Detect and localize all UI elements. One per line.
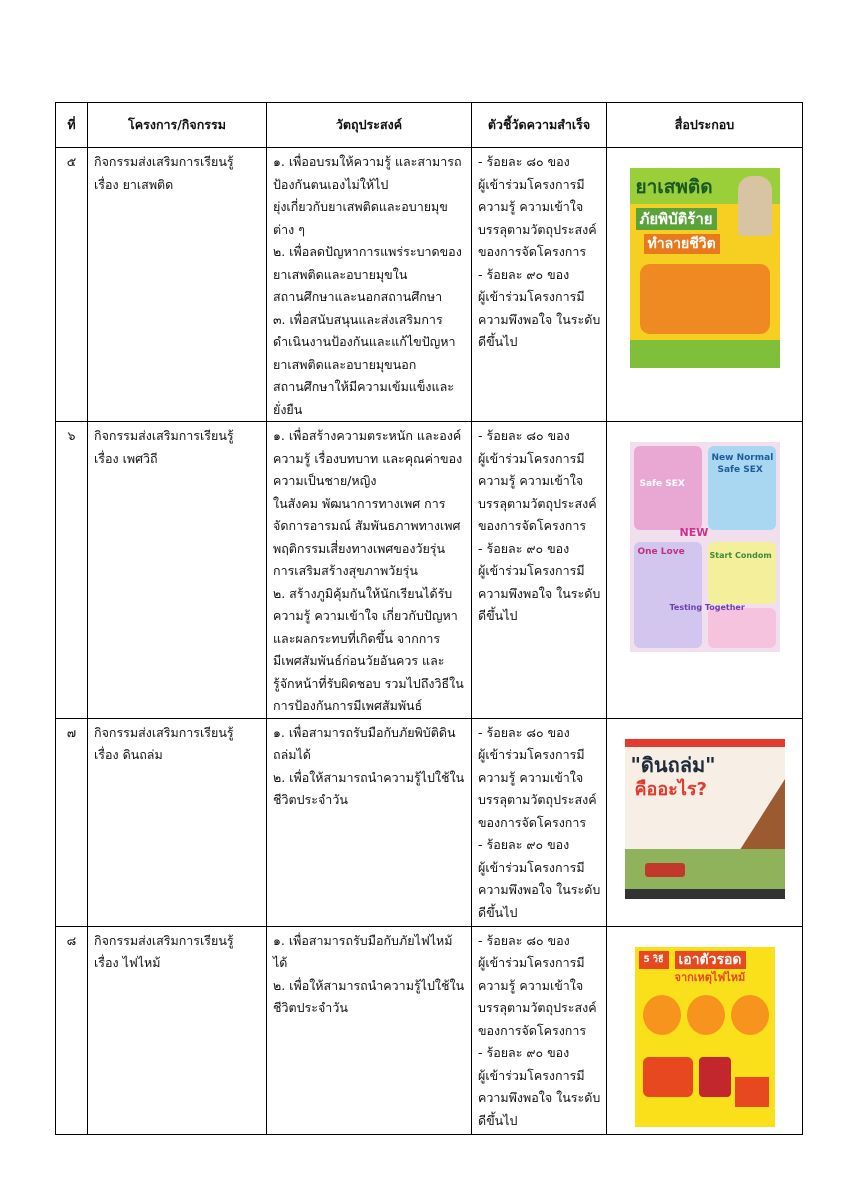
poster-badge: 5 วิธี	[639, 951, 669, 969]
indicator-line: ความรู้ ความเข้าใจ	[478, 473, 584, 488]
objective-line: ๑. เพื่ออบรมให้ความรู้ และสามารถ	[273, 154, 462, 169]
indicator-line: ของการจัดโครงการ	[478, 244, 587, 259]
safe-sex-poster	[630, 442, 780, 652]
project-line: เรื่อง ยาเสพติด	[94, 176, 174, 192]
project-line: เรื่อง ดินถล่ม	[94, 747, 163, 762]
objective-line: ๒. สร้างภูมิคุ้มกันให้นักเรียนได้รับ	[273, 585, 453, 601]
indicator-line: ความพึงพอใจ ในระดับ	[478, 1090, 601, 1105]
table-row	[56, 422, 803, 719]
media-cell	[607, 422, 803, 719]
objective-line: ถล่มได้	[273, 747, 311, 762]
indicator-line: ผู้เข้าร่วมโครงการมี	[478, 176, 585, 192]
indicators-cell	[472, 926, 607, 1134]
poster-tagline: ทำลายชีวิต	[644, 234, 720, 254]
indicator-line: ดีขึ้นไป	[478, 608, 518, 623]
objective-line: รู้จักหน้าที่รับผิดชอบ รวมไปถึงวิธีใน	[273, 675, 464, 691]
poster-subtitle: จากเหตุไฟไหม้	[674, 970, 746, 984]
project-line: กิจกรรมส่งเสริมการเรียนรู้	[94, 932, 234, 948]
objective-line: การเสริมสร้างสุขภาพวัยรุ่น	[273, 563, 418, 578]
indicator-line: ผู้เข้าร่วมโครงการมี	[478, 289, 585, 304]
objective-line: มีเพศสัมพันธ์ก่อนวัยอันควร และ	[273, 653, 445, 668]
objective-line: ในสังคม พัฒนาการทางเพศ การ	[273, 495, 446, 511]
indicator-line: - ร้อยละ ๘๐ ของ	[478, 724, 570, 740]
media-cell	[607, 926, 803, 1134]
header-indicators: ตัวชี้วัดความสำเร็จ	[472, 103, 607, 148]
poster-subtitle: ภัยพิบัติร้าย	[636, 208, 717, 230]
indicator-line: - ร้อยละ ๙๐ ของ	[478, 1045, 570, 1060]
media-cell	[607, 148, 803, 422]
objective-line: ยาเสพติดและอบายมุขนอก	[273, 356, 417, 372]
project-cell	[88, 422, 267, 719]
objectives-cell	[267, 718, 472, 926]
project-line: เรื่อง เพศวิถี	[94, 450, 158, 466]
poster-label-safe-sex-2: Safe SEX	[717, 465, 763, 475]
objective-line: ๒. เพื่อให้สามารถนำความรู้ไปใช้ใน	[273, 769, 465, 785]
objectives-cell	[267, 422, 472, 719]
poster-title: เอาตัวรอด	[675, 951, 746, 969]
objective-line: จัดการอารมณ์ สัมพันธภาพทางเพศ	[273, 518, 461, 533]
objectives-cell	[267, 926, 472, 1134]
indicator-line: ความรู้ ความเข้าใจ	[478, 199, 584, 214]
indicator-line: ความรู้ ความเข้าใจ	[478, 769, 584, 785]
objective-line: สถานศึกษาให้มีความเข้มแข็งและ	[273, 379, 454, 394]
poster-label-testing: Testing Together	[669, 603, 745, 612]
poster-title: ยาเสพติด	[635, 176, 713, 198]
indicator-line: ผู้เข้าร่วมโครงการมี	[478, 747, 585, 762]
project-line: กิจกรรมส่งเสริมการเรียนรู้	[94, 154, 234, 169]
poster-subtitle: คืออะไร?	[634, 778, 707, 800]
indicator-line: บรรลุตามวัตถุประสงค์	[478, 221, 597, 237]
indicator-line: ผู้เข้าร่วมโครงการมี	[478, 563, 585, 578]
indicator-line: ความพึงพอใจ ในระดับ	[478, 585, 601, 601]
objective-line: ๑. เพื่อสามารถรับมือกับภัยพิบัติดิน	[273, 724, 456, 740]
row-number: ๖	[56, 422, 88, 719]
header-project: โครงการ/กิจกรรม	[88, 103, 267, 148]
indicator-line: บรรลุตามวัตถุประสงค์	[478, 495, 597, 511]
landslide-poster	[625, 739, 785, 899]
poster-label-new-normal: New Normal	[711, 453, 774, 463]
header-row	[56, 103, 803, 148]
header-objectives: วัตถุประสงค์	[267, 103, 472, 148]
header-media: สื่อประกอบ	[607, 103, 803, 148]
poster-title: "ดินถล่ม"	[630, 752, 716, 777]
project-line: กิจกรรมส่งเสริมการเรียนรู้	[94, 428, 234, 443]
objective-line: และผลกระทบที่เกิดขึ้น จากการ	[273, 630, 441, 646]
objectives-cell	[267, 148, 472, 422]
table-row	[56, 148, 803, 422]
objective-line: ความรู้ ความเข้าใจ เกี่ยวกับปัญหา	[273, 608, 458, 623]
objective-line: ๓. เพื่อสนับสนุนและส่งเสริมการ	[273, 311, 443, 327]
project-cell	[88, 148, 267, 422]
project-table	[55, 102, 803, 1135]
indicator-line: ผู้เข้าร่วมโครงการมี	[478, 1067, 585, 1083]
project-line: เรื่อง ไฟไหม้	[94, 955, 161, 970]
poster-label-new: NEW	[679, 526, 709, 539]
indicator-line: บรรลุตามวัตถุประสงค์	[478, 1000, 597, 1015]
indicator-line: - ร้อยละ ๙๐ ของ	[478, 540, 570, 556]
objective-line: ๑. เพื่อสร้างความตระหนัก และองค์	[273, 428, 462, 443]
indicator-line: ดีขึ้นไป	[478, 904, 518, 920]
objective-line: ๒. เพื่อลดปัญหาการแพร่ระบาดของ	[273, 244, 462, 259]
indicator-line: ดีขึ้นไป	[478, 1112, 518, 1128]
indicator-line: บรรลุตามวัตถุประสงค์	[478, 792, 597, 807]
indicator-line: - ร้อยละ ๙๐ ของ	[478, 266, 570, 282]
row-number: ๕	[56, 148, 88, 422]
indicator-line: ผู้เข้าร่วมโครงการมี	[478, 859, 585, 875]
indicator-line: ผู้เข้าร่วมโครงการมี	[478, 955, 585, 970]
indicators-cell	[472, 148, 607, 422]
objective-line: ต่าง ๆ	[273, 221, 305, 237]
poster-label-safe-sex: Safe SEX	[639, 479, 685, 489]
project-line: กิจกรรมส่งเสริมการเรียนรู้	[94, 724, 234, 740]
indicator-line: ความรู้ ความเข้าใจ	[478, 977, 584, 993]
objective-line: ความรู้ เรื่องบทบาท และคุณค่าของ	[273, 450, 463, 466]
poster-label-one-love: One Love	[637, 547, 685, 557]
indicator-line: ความพึงพอใจ ในระดับ	[478, 882, 601, 897]
objective-line: ๒. เพื่อให้สามารถนำความรู้ไปใช้ใน	[273, 977, 465, 993]
indicators-cell	[472, 422, 607, 719]
objective-line: ยาเสพติดและอบายมุขใน	[273, 266, 408, 282]
objective-line: ยั่งยืน	[273, 401, 303, 417]
table-row	[56, 926, 803, 1134]
indicator-line: ดีขึ้นไป	[478, 334, 518, 349]
table-row	[56, 718, 803, 926]
objective-line: ยุ่งเกี่ยวกับยาเสพติดและอบายมุข	[273, 199, 448, 214]
objective-line: การป้องกันการมีเพศสัมพันธ์	[273, 698, 423, 713]
indicator-line: - ร้อยละ ๘๐ ของ	[478, 428, 570, 443]
objective-line: ได้	[273, 955, 288, 970]
indicator-line: - ร้อยละ ๙๐ ของ	[478, 837, 570, 852]
drug-poster	[630, 168, 780, 368]
objective-line: ดำเนินงานป้องกันและแก้ไขปัญหา	[273, 334, 456, 349]
objective-line: ชีวิตประจำวัน	[273, 792, 348, 807]
objective-line: ชีวิตประจำวัน	[273, 1000, 348, 1015]
row-number: ๘	[56, 926, 88, 1134]
header-num: ที่	[56, 103, 88, 148]
indicator-line: ของการจัดโครงการ	[478, 1022, 587, 1038]
indicator-line: ผู้เข้าร่วมโครงการมี	[478, 450, 585, 466]
indicator-line: - ร้อยละ ๘๐ ของ	[478, 932, 570, 948]
objective-line: พฤติกรรมเสี่ยงทางเพศของวัยรุ่น	[273, 540, 446, 556]
indicator-line: ความพึงพอใจ ในระดับ	[478, 311, 601, 327]
indicator-line: ของการจัดโครงการ	[478, 814, 587, 830]
objective-line: ๑. เพื่อสามารถรับมือกับภัยไฟไหม้	[273, 932, 453, 948]
row-number: ๗	[56, 718, 88, 926]
project-cell	[88, 926, 267, 1134]
project-cell	[88, 718, 267, 926]
media-cell	[607, 718, 803, 926]
indicator-line: - ร้อยละ ๘๐ ของ	[478, 154, 570, 169]
objective-line: ป้องกันตนเองไม่ให้ไป	[273, 176, 389, 192]
objective-line: ความเป็นชาย/หญิง	[273, 473, 377, 488]
indicators-cell	[472, 718, 607, 926]
fire-poster	[635, 947, 775, 1127]
poster-label-start-condom: Start Condom	[709, 551, 772, 560]
indicator-line: ของการจัดโครงการ	[478, 518, 587, 533]
objective-line: สถานศึกษาและนอกสถานศึกษา	[273, 289, 443, 304]
